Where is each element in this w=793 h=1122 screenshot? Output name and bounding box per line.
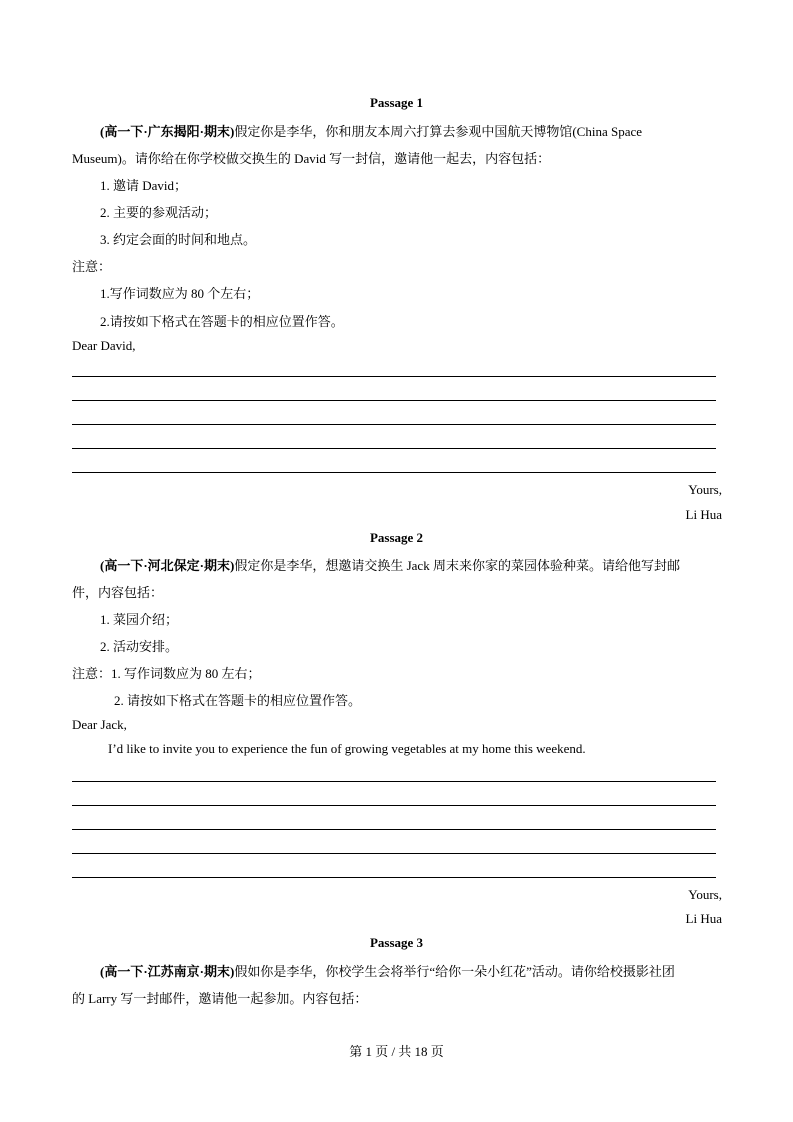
answer-line bbox=[72, 424, 716, 425]
passage-1-closing: Yours, bbox=[688, 482, 722, 497]
passage-2-item-1: 1. 菜园介绍； bbox=[100, 612, 179, 627]
passage-1-title: Passage 1 bbox=[369, 95, 424, 110]
passage-2-notes-line1: 注意：1. 写作词数应为 80 左右； bbox=[72, 666, 261, 681]
passage-2-prompt-text: 假定你是李华，想邀请交换生 Jack 周末来你家的菜园体验种菜。请给他写封邮 bbox=[234, 558, 680, 573]
passage-3-prompt-text: 假如你是李华，你校学生会将举行“给你一朵小红花”活动。请你给校摄影社团 bbox=[234, 964, 675, 979]
passage-3-title: Passage 3 bbox=[369, 935, 424, 950]
answer-line bbox=[72, 781, 716, 782]
answer-line bbox=[72, 829, 716, 830]
answer-line bbox=[72, 400, 716, 401]
answer-line bbox=[72, 805, 716, 806]
answer-line bbox=[72, 376, 716, 377]
answer-line bbox=[72, 877, 716, 878]
answer-line bbox=[72, 448, 716, 449]
passage-1-prompt-line2: Museum)。请你给在你学校做交换生的 David 写一封信，邀请他一起去，内容包括： bbox=[72, 151, 551, 166]
passage-1-note-1: 1.写作词数应为 80 个左右； bbox=[100, 286, 260, 301]
passage-3-prompt-line2: 的 Larry 写一封邮件，邀请他一起参加。内容包括： bbox=[72, 991, 368, 1006]
page-footer: 第 1 页 / 共 18 页 bbox=[349, 1044, 444, 1059]
passage-2-item-2: 2. 活动安排。 bbox=[100, 639, 179, 654]
passage-1-prompt-line1 bbox=[100, 121, 642, 140]
passage-1-item-1: 1. 邀请 David； bbox=[100, 178, 188, 193]
passage-3-source: (高一下·江苏南京·期末) bbox=[100, 964, 235, 979]
passage-2-prompt-line2: 件，内容包括： bbox=[72, 585, 164, 600]
passage-2-title: Passage 2 bbox=[369, 530, 424, 545]
passage-1-signature: Li Hua bbox=[685, 507, 722, 522]
passage-2-prompt-line1 bbox=[100, 555, 680, 574]
passage-1-item-3: 3. 约定会面的时间和地点。 bbox=[100, 232, 257, 247]
answer-line bbox=[72, 472, 716, 473]
passage-2-opening-sentence: I’d like to invite you to experience the fun of growing vegetables at my home this weekend. bbox=[108, 741, 586, 756]
passage-1-item-2: 2. 主要的参观活动； bbox=[100, 205, 218, 220]
passage-1-prompt-text: 假定你是李华，你和朋友本周六打算去参观中国航天博物馆(China Space bbox=[234, 124, 643, 139]
passage-2-salutation: Dear Jack, bbox=[72, 717, 127, 732]
passage-1-salutation: Dear David, bbox=[72, 338, 136, 353]
passage-2-closing: Yours, bbox=[688, 887, 722, 902]
passage-1-source: (高一下·广东揭阳·期末) bbox=[100, 124, 235, 139]
passage-2-source: (高一下·河北保定·期末) bbox=[100, 558, 235, 573]
passage-1-note-2: 2.请按如下格式在答题卡的相应位置作答。 bbox=[100, 314, 344, 329]
answer-line bbox=[72, 853, 716, 854]
passage-2-signature: Li Hua bbox=[685, 911, 722, 926]
passage-2-notes-line2: 2. 请按如下格式在答题卡的相应位置作答。 bbox=[114, 693, 362, 708]
passage-1-notes-heading: 注意： bbox=[72, 259, 112, 274]
passage-3-prompt-line1 bbox=[100, 961, 675, 980]
